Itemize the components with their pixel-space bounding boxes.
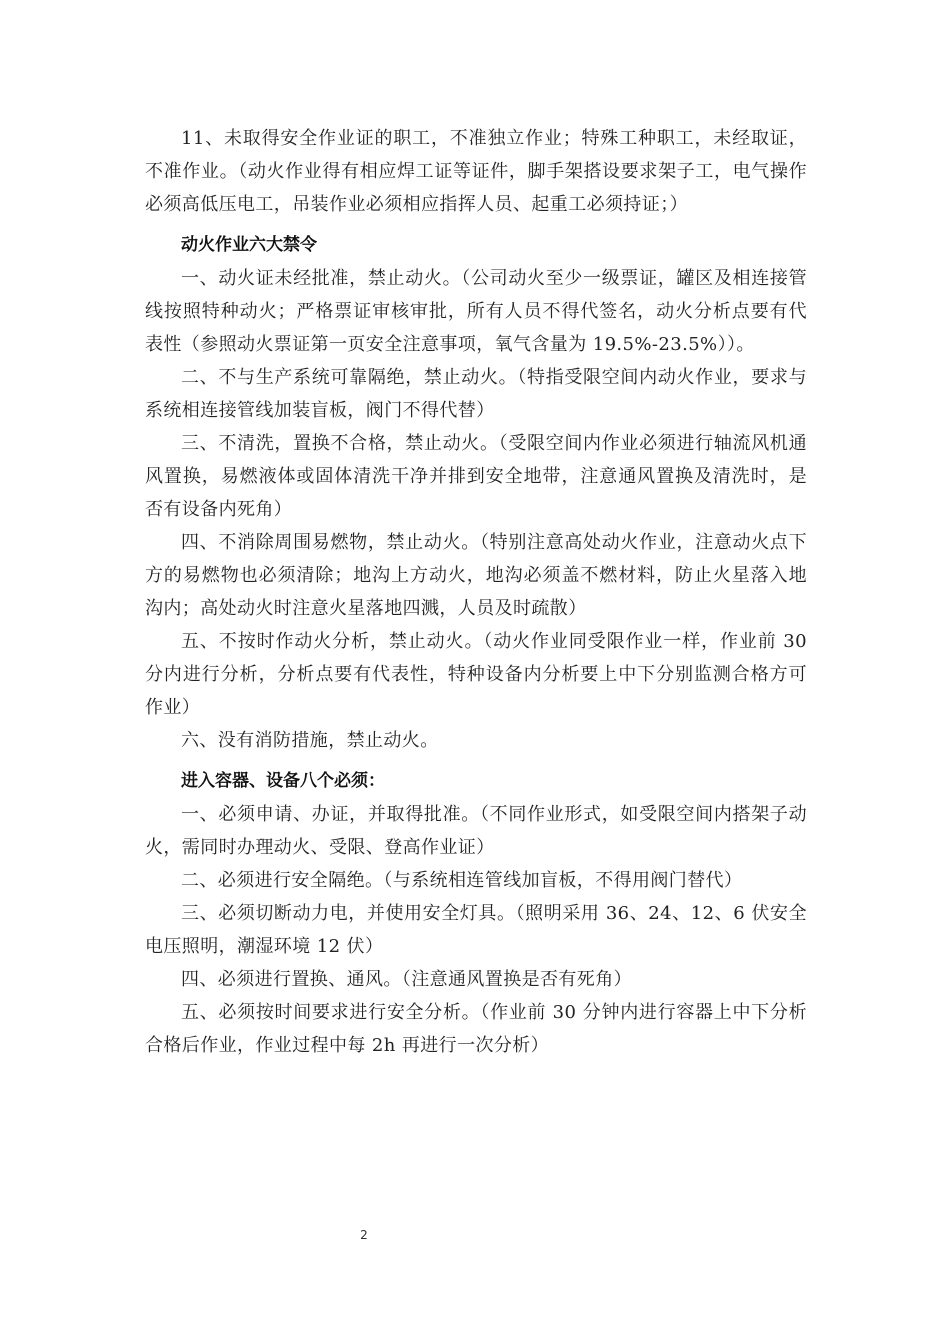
spacer xyxy=(145,757,807,765)
spacer xyxy=(145,221,807,229)
document-body xyxy=(145,122,807,1062)
fire-prohibition-item: 五、不按时作动火分析，禁止动火。（动火作业同受限作业一样，作业前 30 分内进行分析，分析点要有代表性，特种设备内分析要上中下分别监测合格方可作业） xyxy=(145,631,807,718)
fire-prohibition-item: 六、没有消防措施，禁止动火。 xyxy=(181,730,439,751)
vessel-must-item: 一、必须申请、办证，并取得批准。（不同作业形式，如受限空间内搭架子动火，需同时办理动火、受限、登高作业证） xyxy=(145,804,807,858)
vessel-must-item: 三、必须切断动力电，并使用安全灯具。（照明采用 36、24、12、6 伏安全电压照明，潮湿环境 12 伏） xyxy=(145,903,807,957)
intro-paragraph: 11、未取得安全作业证的职工，不准独立作业；特殊工种职工，未经取证，不准作业。（动火作业得有相应焊工证等证件，脚手架搭设要求架子工，电气操作必须高低压电工，吊装作业必须相应指挥人员、起重工必须持证；） xyxy=(145,128,807,215)
section-heading-vessel-musts: 进入容器、设备八个必须： xyxy=(181,771,385,791)
fire-prohibition-item: 四、不消除周围易燃物，禁止动火。（特别注意高处动火作业，注意动火点下方的易燃物也必须清除；地沟上方动火，地沟必须盖不燃材料，防止火星落入地沟内；高处动火时注意火星落地四溅，人员及时疏散） xyxy=(145,532,807,619)
page-number: 2 xyxy=(360,1228,368,1242)
section-heading-fire-prohibitions: 动火作业六大禁令 xyxy=(181,235,317,255)
fire-prohibition-item: 三、不清洗，置换不合格，禁止动火。（受限空间内作业必须进行轴流风机通风置换，易燃液体或固体清洗干净并排到安全地带，注意通风置换及清洗时，是否有设备内死角） xyxy=(145,433,807,520)
fire-prohibition-item: 二、不与生产系统可靠隔绝，禁止动火。（特指受限空间内动火作业，要求与系统相连接管线加装盲板，阀门不得代替） xyxy=(145,367,807,421)
vessel-must-item: 四、必须进行置换、通风。（注意通风置换是否有死角） xyxy=(181,969,632,990)
vessel-must-item: 五、必须按时间要求进行安全分析。（作业前 30 分钟内进行容器上中下分析合格后作业，作业过程中每 2h 再进行一次分析） xyxy=(145,1002,807,1056)
vessel-must-item: 二、必须进行安全隔绝。（与系统相连管线加盲板，不得用阀门替代） xyxy=(181,870,743,891)
fire-prohibition-item: 一、动火证未经批准，禁止动火。（公司动火至少一级票证，罐区及相连接管线按照特种动火；严格票证审核审批，所有人员不得代签名，动火分析点要有代表性（参照动火票证第一页安全注意事项，氧气含量为 19.5%-23.5%））。 xyxy=(145,268,807,355)
